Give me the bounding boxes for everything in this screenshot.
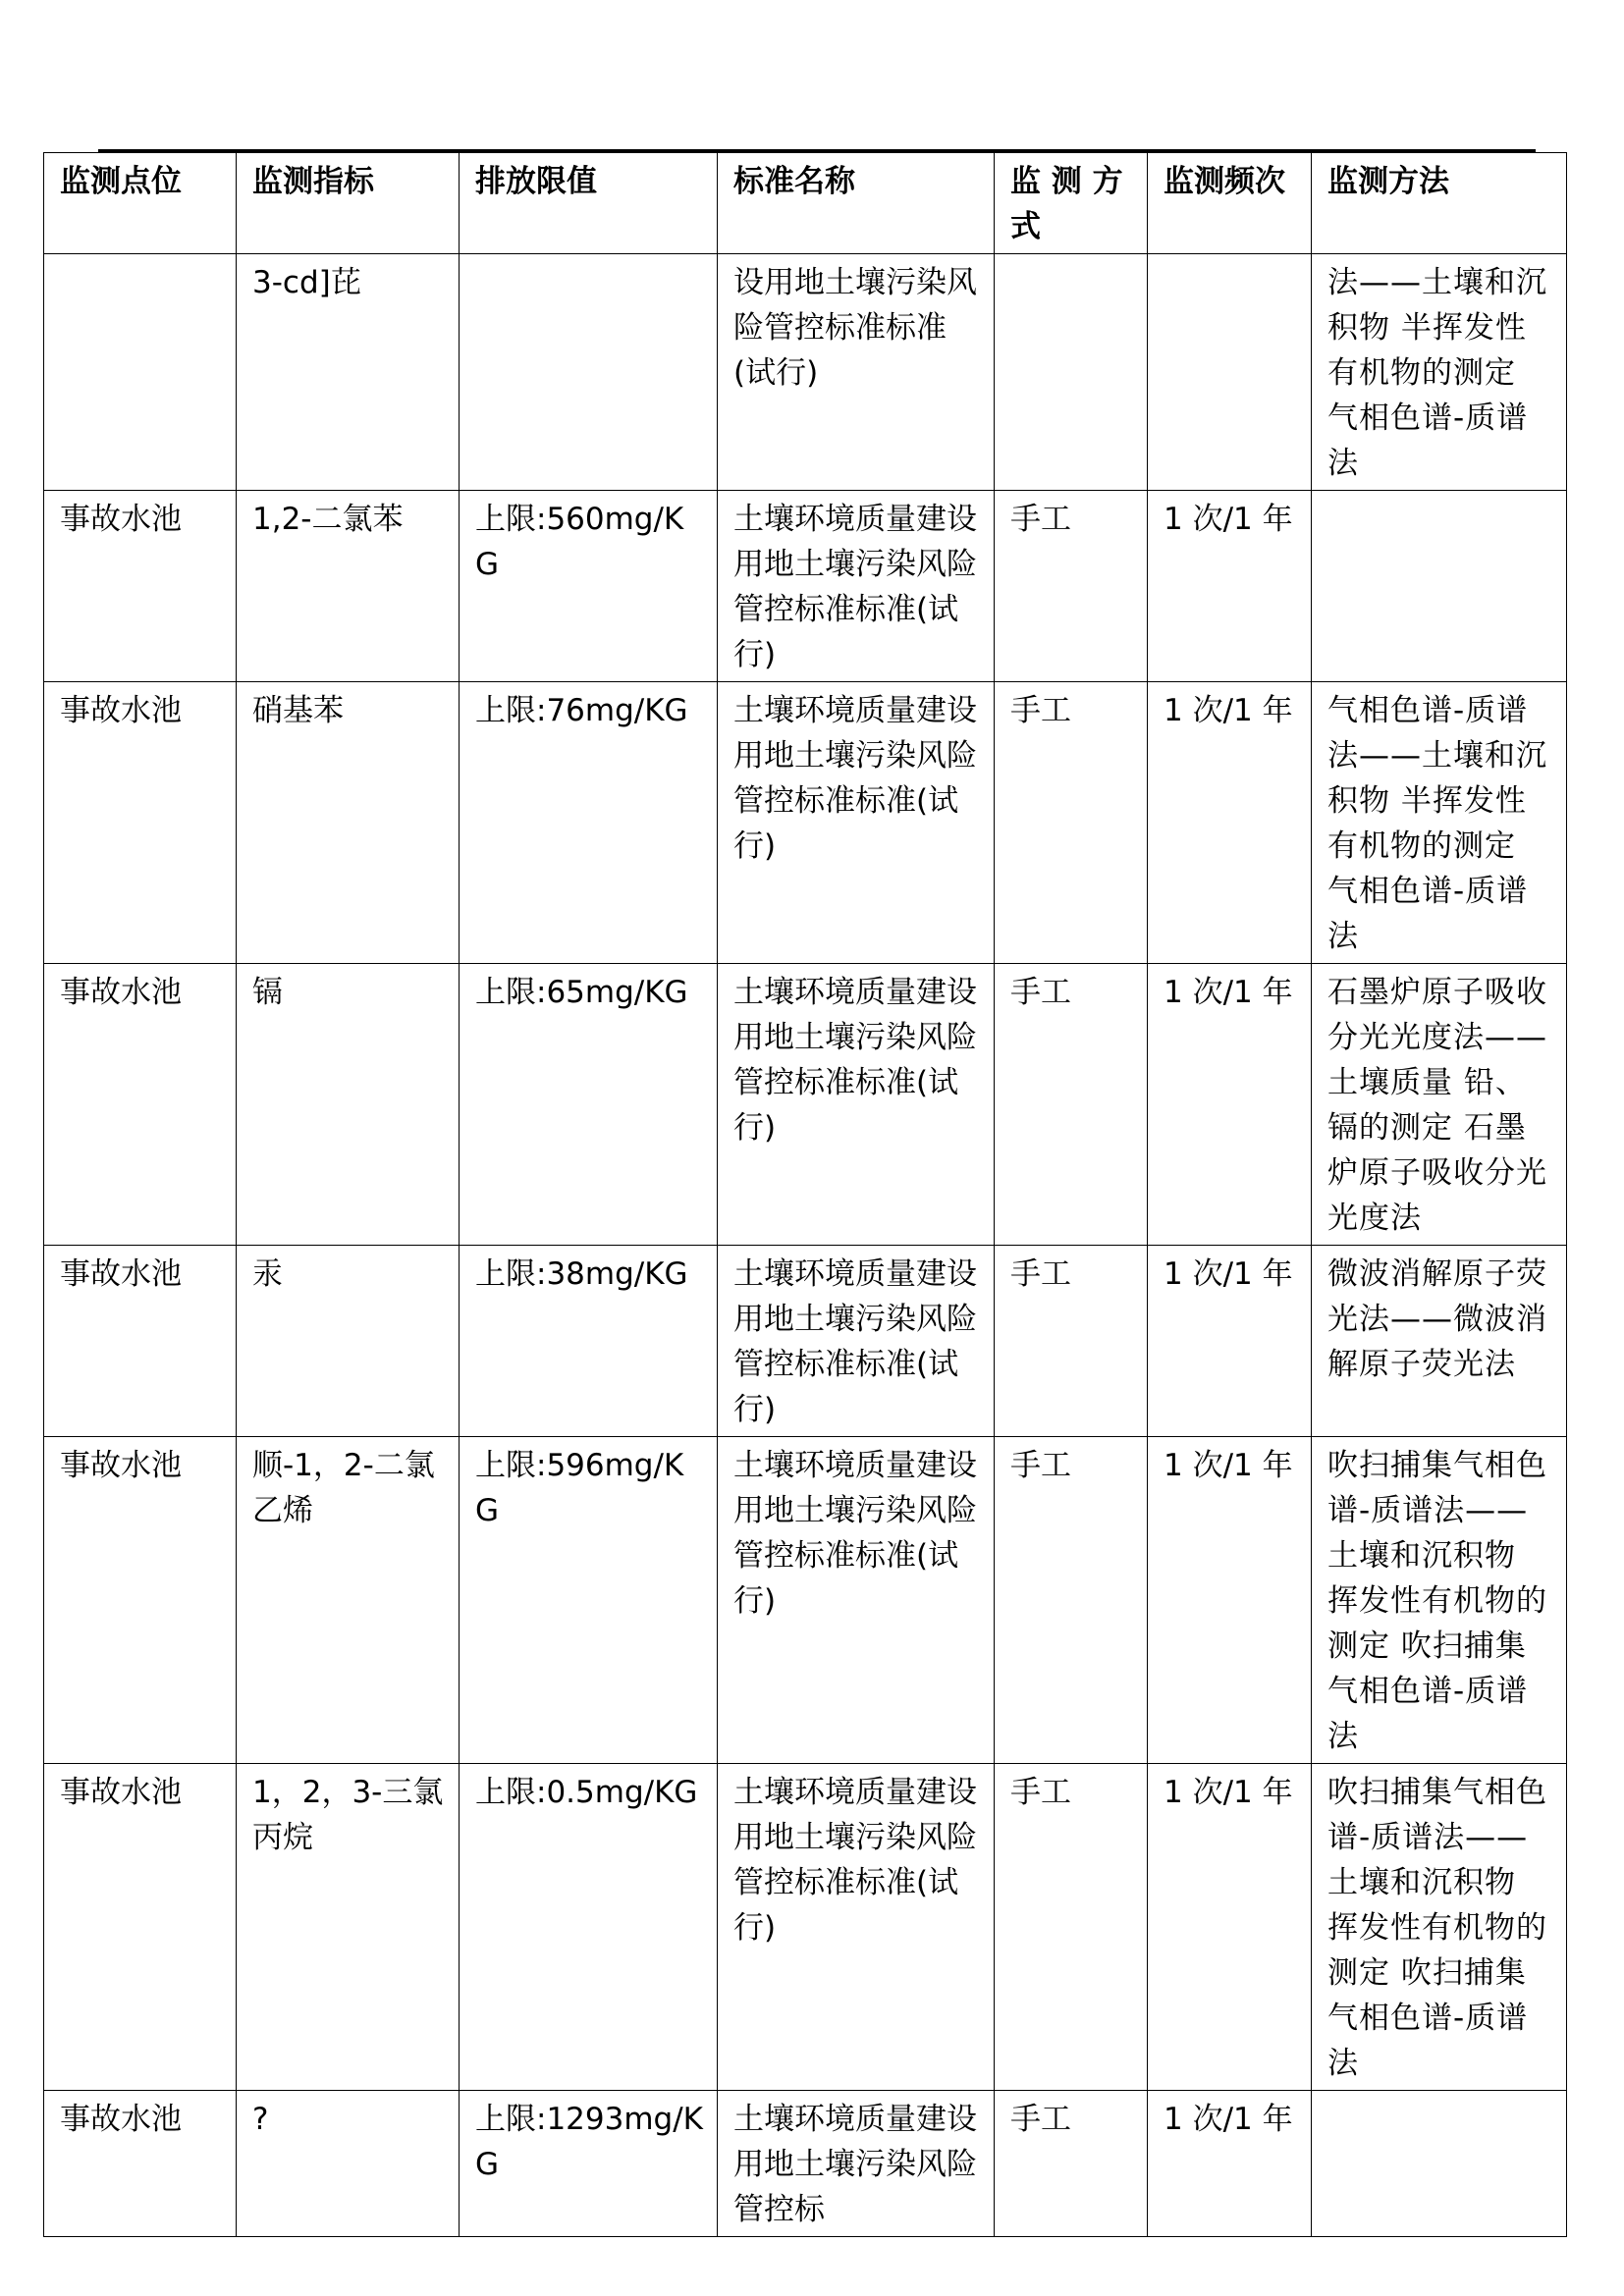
cell-point: 事故水池 [44, 2091, 237, 2237]
table-row [44, 491, 1567, 682]
cell-mode: 手工 [995, 1764, 1148, 2091]
cell-indicator: ? [237, 2091, 460, 2237]
header-emission-limit: 排放限值 [460, 153, 718, 254]
table-row [44, 1764, 1567, 2091]
cell-limit: 上限:76mg/KG [460, 682, 718, 964]
cell-mode: 手工 [995, 1437, 1148, 1764]
cell-limit: 上限:560mg/KG [460, 491, 718, 682]
cell-indicator: 镉 [237, 964, 460, 1246]
cell-mode: 手工 [995, 1246, 1148, 1437]
cell-limit: 上限:38mg/KG [460, 1246, 718, 1437]
table-row [44, 1246, 1567, 1437]
cell-indicator: 1,2-二氯苯 [237, 491, 460, 682]
cell-point: 事故水池 [44, 1437, 237, 1764]
cell-method [1312, 491, 1567, 682]
cell-method [1312, 2091, 1567, 2237]
header-monitoring-method: 监测方法 [1312, 153, 1567, 254]
table-row [44, 2091, 1567, 2237]
cell-mode [995, 254, 1148, 491]
cell-point: 事故水池 [44, 1764, 237, 2091]
cell-method: 法——土壤和沉积物 半挥发性有机物的测定 气相色谱-质谱法 [1312, 254, 1567, 491]
header-monitoring-frequency: 监测频次 [1148, 153, 1312, 254]
cell-mode: 手工 [995, 964, 1148, 1246]
cell-standard: 土壤环境质量建设用地土壤污染风险管控标准标准(试行) [718, 1246, 995, 1437]
cell-point [44, 254, 237, 491]
cell-frequency: 1 次/1 年 [1148, 491, 1312, 682]
cell-standard: 土壤环境质量建设用地土壤污染风险管控标准标准(试行) [718, 1437, 995, 1764]
header-monitoring-mode: 监 测 方 式 [995, 153, 1148, 254]
cell-standard: 土壤环境质量建设用地土壤污染风险管控标准标准(试行) [718, 964, 995, 1246]
table-row [44, 1437, 1567, 1764]
cell-point: 事故水池 [44, 964, 237, 1246]
cell-limit [460, 254, 718, 491]
table-row [44, 254, 1567, 491]
cell-indicator: 1，2，3-三氯丙烷 [237, 1764, 460, 2091]
cell-mode: 手工 [995, 491, 1148, 682]
cell-limit: 上限:1293mg/KG [460, 2091, 718, 2237]
cell-frequency: 1 次/1 年 [1148, 2091, 1312, 2237]
cell-frequency: 1 次/1 年 [1148, 682, 1312, 964]
cell-point: 事故水池 [44, 682, 237, 964]
table-row [44, 682, 1567, 964]
cell-mode: 手工 [995, 682, 1148, 964]
cell-frequency: 1 次/1 年 [1148, 1437, 1312, 1764]
cell-standard: 土壤环境质量建设用地土壤污染风险管控标准标准(试行) [718, 491, 995, 682]
cell-method: 石墨炉原子吸收分光光度法——土壤质量 铅、镉的测定 石墨炉原子吸收分光光度法 [1312, 964, 1567, 1246]
cell-indicator: 顺-1，2-二氯乙烯 [237, 1437, 460, 1764]
cell-indicator: 汞 [237, 1246, 460, 1437]
cell-point: 事故水池 [44, 1246, 237, 1437]
cell-indicator: 硝基苯 [237, 682, 460, 964]
cell-method: 吹扫捕集气相色谱-质谱法——土壤和沉积物 挥发性有机物的测定 吹扫捕集气相色谱-质谱法 [1312, 1437, 1567, 1764]
table-header [44, 153, 1567, 254]
cell-standard: 土壤环境质量建设用地土壤污染风险管控标准标准(试行) [718, 1764, 995, 2091]
cell-mode: 手工 [995, 2091, 1148, 2237]
cell-standard: 土壤环境质量建设用地土壤污染风险管控标 [718, 2091, 995, 2237]
cell-standard: 土壤环境质量建设用地土壤污染风险管控标准标准(试行) [718, 682, 995, 964]
table-row [44, 964, 1567, 1246]
monitoring-table [43, 152, 1567, 2237]
header-monitoring-point: 监测点位 [44, 153, 237, 254]
cell-standard: 设用地土壤污染风险管控标准标准(试行) [718, 254, 995, 491]
header-row [44, 153, 1567, 254]
header-standard-name: 标准名称 [718, 153, 995, 254]
cell-frequency: 1 次/1 年 [1148, 1246, 1312, 1437]
cell-limit: 上限:65mg/KG [460, 964, 718, 1246]
cell-method: 气相色谱-质谱法——土壤和沉积物 半挥发性有机物的测定 气相色谱-质谱法 [1312, 682, 1567, 964]
cell-point: 事故水池 [44, 491, 237, 682]
cell-frequency: 1 次/1 年 [1148, 1764, 1312, 2091]
cell-limit: 上限:596mg/KG [460, 1437, 718, 1764]
cell-limit: 上限:0.5mg/KG [460, 1764, 718, 2091]
header-monitoring-indicator: 监测指标 [237, 153, 460, 254]
cell-frequency [1148, 254, 1312, 491]
cell-method: 微波消解原子荧光法——微波消解原子荧光法 [1312, 1246, 1567, 1437]
cell-frequency: 1 次/1 年 [1148, 964, 1312, 1246]
table-body [44, 254, 1567, 2237]
cell-method: 吹扫捕集气相色谱-质谱法——土壤和沉积物 挥发性有机物的测定 吹扫捕集气相色谱-质谱法 [1312, 1764, 1567, 2091]
cell-indicator: 3-cd]芘 [237, 254, 460, 491]
